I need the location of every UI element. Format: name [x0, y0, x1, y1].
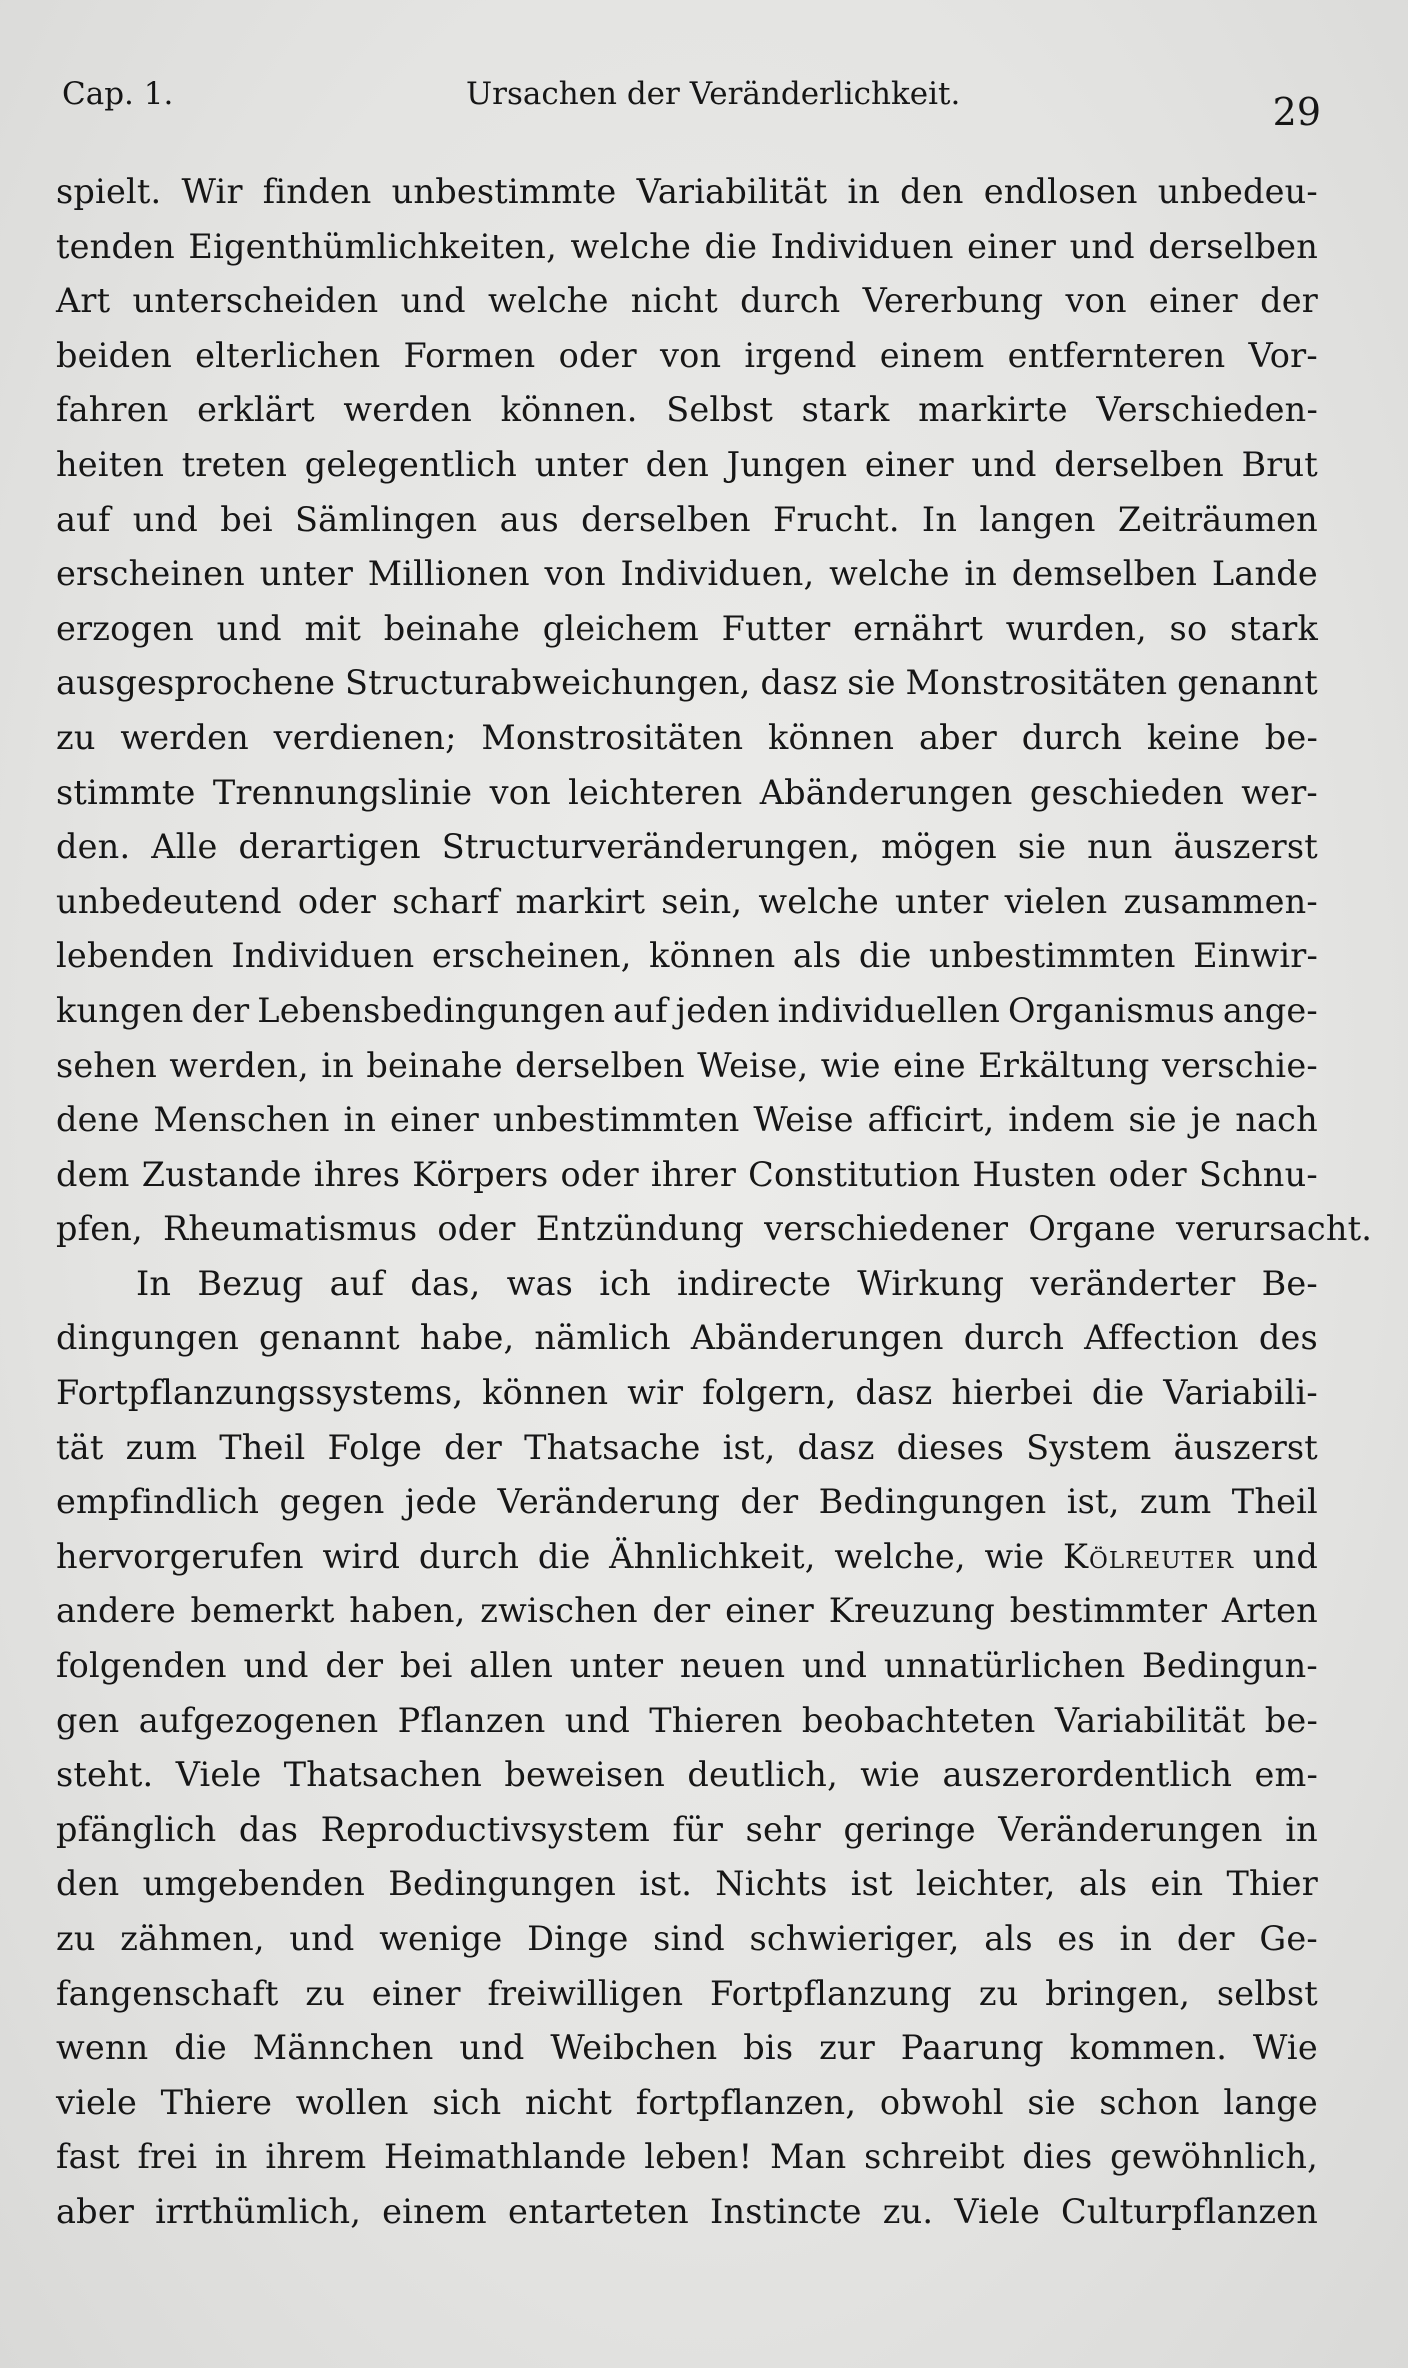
text-line: Fortpflanzungssystems, können wir folgern, dasz hierbei die Variabili-: [56, 1373, 1318, 1413]
text-line: pfänglich das Reproductivsystem für sehr geringe Veränderungen in: [56, 1809, 1318, 1849]
text-line: tenden Eigenthümlichkeiten, welche die Individuen einer und derselben: [56, 226, 1318, 266]
text-line: fast frei in ihrem Heimathlande leben! Man schreibt dies gewöhnlich,: [56, 2137, 1318, 2177]
text-line: stimmte Trennungslinie von leichteren Abänderungen geschieden wer-: [56, 772, 1318, 812]
text-line: unbedeutend oder scharf markirt sein, welche unter vielen zusammen-: [56, 881, 1318, 921]
text-line: pfen, Rheumatismus oder Entzündung verschiedener Organe verursacht.: [56, 1209, 1373, 1249]
text-line: heiten treten gelegentlich unter den Jungen einer und derselben Brut: [56, 444, 1318, 484]
text-line: erzogen und mit beinahe gleichem Futter ernährt wurden, so stark: [56, 608, 1318, 648]
text-line: auf und bei Sämlingen aus derselben Frucht. In langen Zeiträumen: [56, 499, 1318, 539]
text-line: Art unterscheiden und welche nicht durch Vererbung von einer der: [56, 281, 1318, 321]
text-line: fangenschaft zu einer freiwilligen Fortpflanzung zu bringen, selbst: [56, 1973, 1318, 2013]
text-line: aber irrthümlich, einem entarteten Instincte zu. Viele Culturpflanzen: [56, 2191, 1318, 2231]
text-line: spielt. Wir finden unbestimmte Variabilität in den endlosen unbedeu-: [56, 172, 1318, 211]
text-line: fahren erklärt werden können. Selbst stark markirte Verschieden-: [56, 390, 1318, 430]
text-line: kungen der Lebensbedingungen auf jeden individuellen Organismus ange-: [56, 990, 1318, 1030]
text-line: lebenden Individuen erscheinen, können als die unbestimmten Einwir-: [56, 936, 1318, 976]
body-text: [56, 165, 1373, 2240]
text-line: ausgesprochene Structurabweichungen, dasz sie Monstrositäten genannt: [56, 663, 1318, 703]
running-title: Ursachen der Veränderlichkeit.: [466, 76, 961, 112]
author-name-koelreuter: Kölreuter: [1062, 1536, 1235, 1576]
text-line: zu zähmen, und wenige Dinge sind schwieriger, als es in der Ge-: [56, 1919, 1318, 1958]
text-line: erscheinen unter Millionen von Individuen, welche in demselben Lande: [56, 554, 1318, 594]
text-line: tät zum Theil Folge der Thatsache ist, dasz dieses System äuszerst: [56, 1427, 1318, 1467]
text-line: andere bemerkt haben, zwischen der einer Kreuzung bestimmter Arten: [56, 1591, 1318, 1631]
text-line: dem Zustande ihres Körpers oder ihrer Constitution Husten oder Schnu-: [56, 1154, 1318, 1194]
text-line: folgenden und der bei allen unter neuen und unnatürlichen Bedingun-: [56, 1646, 1318, 1686]
text-line: dingungen genannt habe, nämlich Abänderungen durch Affection des: [56, 1318, 1318, 1358]
text-line: sehen werden, in beinahe derselben Weise, wie eine Erkältung verschie-: [56, 1045, 1318, 1085]
chapter-label: Cap. 1.: [62, 76, 174, 112]
text-line: In Bezug auf das, was ich indirecte Wirkung veränderter Be-: [136, 1263, 1318, 1303]
text-line: empfindlich gegen jede Veränderung der Bedingungen ist, zum Theil: [56, 1482, 1318, 1522]
text-line: wenn die Männchen und Weibchen bis zur Paarung kommen. Wie: [56, 2028, 1318, 2068]
text-line: steht. Viele Thatsachen beweisen deutlich, wie auszerordentlich em-: [56, 1755, 1318, 1795]
text-line: den. Alle derartigen Structurveränderungen, mögen sie nun äuszerst: [56, 827, 1318, 867]
text-line: den umgebenden Bedingungen ist. Nichts ist leichter, als ein Thier: [56, 1864, 1318, 1904]
text-line: dene Menschen in einer unbestimmten Weise afficirt, indem sie je nach: [56, 1100, 1318, 1140]
text-line: zu werden verdienen; Monstrositäten können aber durch keine be-: [56, 717, 1318, 757]
text-line: hervorgerufen wird durch die Ähnlichkeit, welche, wie Kölreuter und: [56, 1530, 1318, 1585]
page-number: 29: [1272, 90, 1321, 134]
text-line: viele Thiere wollen sich nicht fortpflanzen, obwohl sie schon lange: [56, 2082, 1318, 2122]
text-line: gen aufgezogenen Pflanzen und Thieren beobachteten Variabilität be-: [56, 1700, 1318, 1740]
text-line: beiden elterlichen Formen oder von irgend einem entfernteren Vor-: [56, 335, 1318, 375]
running-head: [56, 76, 1321, 136]
